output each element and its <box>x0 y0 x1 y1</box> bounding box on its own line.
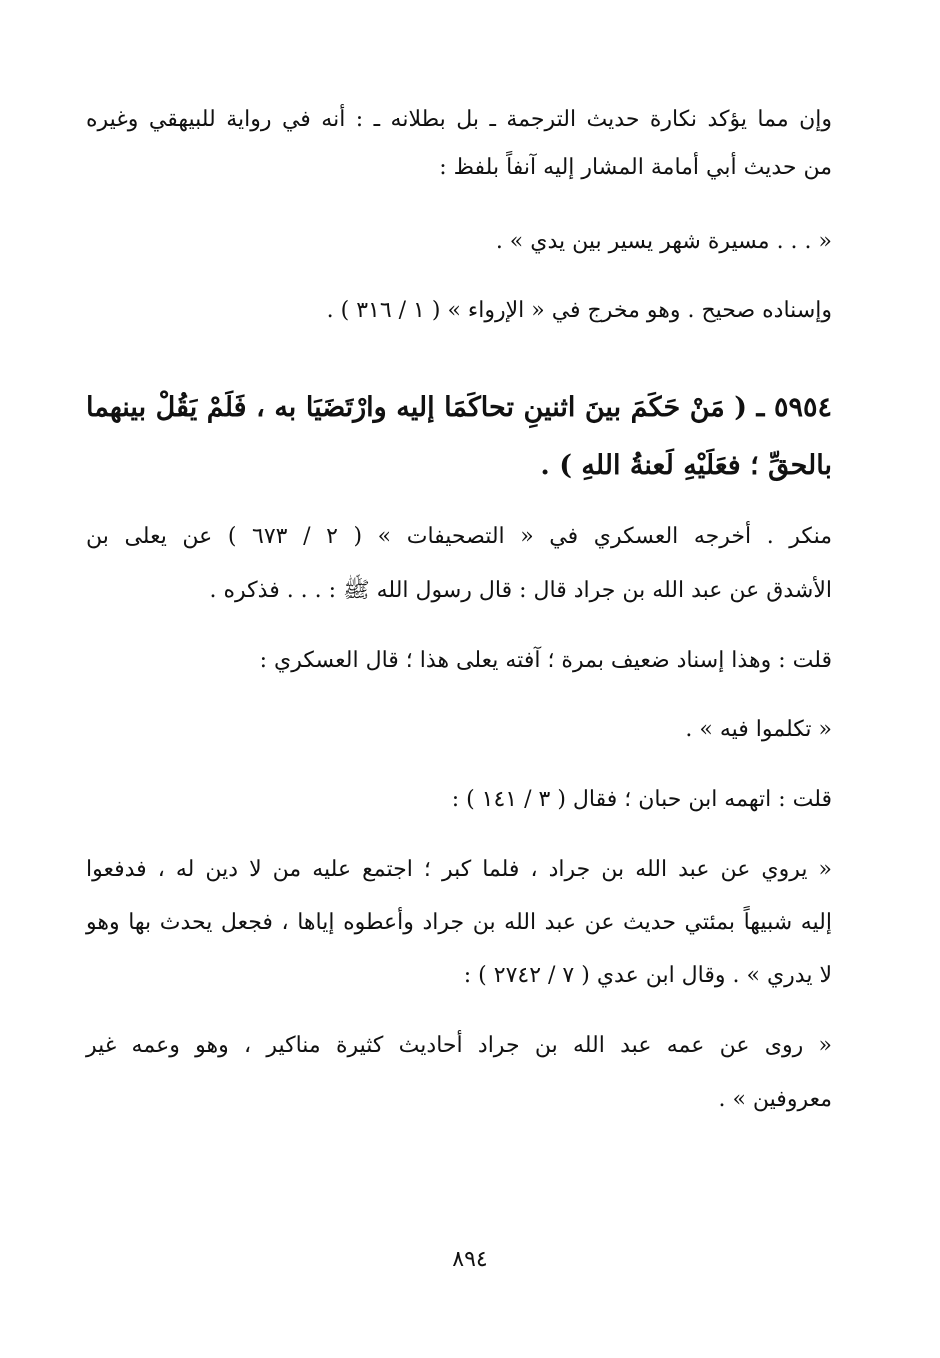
comment-line-1: قلت : وهذا إسناد ضعيف بمرة ؛ آفته يعلى هذا ؛ قال العسكري : <box>259 648 832 673</box>
quote-line-2: إليه شبيهاً بمئتي حديث عن عبد الله بن جراد وأعطوه إياها ، فجعل يحدث بها وهو <box>86 910 832 935</box>
hadith-heading-line-1: ٥٩٥٤ ـ ( مَنْ حَكَمَ بينَ اثنينِ تحاكَمَا إليه وارْتَضَيَا به ، فَلَمْ يَقُلْ بينهما <box>86 392 832 423</box>
quote-line-5: معروفين » . <box>718 1087 832 1112</box>
quote-line-3: لا يدري » . وقال ابن عدي ( ٧ / ٢٧٤٢ ) : <box>463 963 832 988</box>
text-line-4: وإسناده صحيح . وهو مخرج في « الإرواء » ( ١ / ٣١٦ ) . <box>326 298 832 323</box>
comment-line-2: قلت : اتهمه ابن حبان ؛ فقال ( ٣ / ١٤١ ) : <box>451 787 832 812</box>
quoted-text-line-2: « تكلموا فيه » . <box>685 717 832 742</box>
quote-line-1: « يروي عن عبد الله بن جراد ، فلما كبر ؛ اجتمع عليه من لا دين له ، فدفعوا <box>86 857 832 882</box>
page-number: ٨٩٤ <box>452 1247 488 1272</box>
text-line-1: وإن مما يؤكد نكارة حديث الترجمة ـ بل بطلانه ـ : أنه في رواية للبيهقي وغيره <box>86 107 832 132</box>
verdict-line-2: الأشدق عن عبد الله بن جراد قال : قال رسول الله ﷺ : . . . فذكره . <box>209 578 832 603</box>
text-line-2: من حديث أبي أمامة المشار إليه آنفاً بلفظ : <box>439 155 832 180</box>
hadith-heading-line-2: بالحقِّ ؛ فعَلَيْهِ لَعنةُ اللهِ ) . <box>540 450 832 481</box>
quote-line-4: « روى عن عمه عبد الله بن جراد أحاديث كثيرة مناكير ، وهو وعمه غير <box>86 1033 832 1058</box>
quoted-text-line: « . . . مسيرة شهر يسير بين يدي » . <box>495 229 832 254</box>
verdict-line-1: منكر . أخرجه العسكري في « التصحيفات » ( ٢ / ٦٧٣ ) عن يعلى بن <box>86 524 832 549</box>
